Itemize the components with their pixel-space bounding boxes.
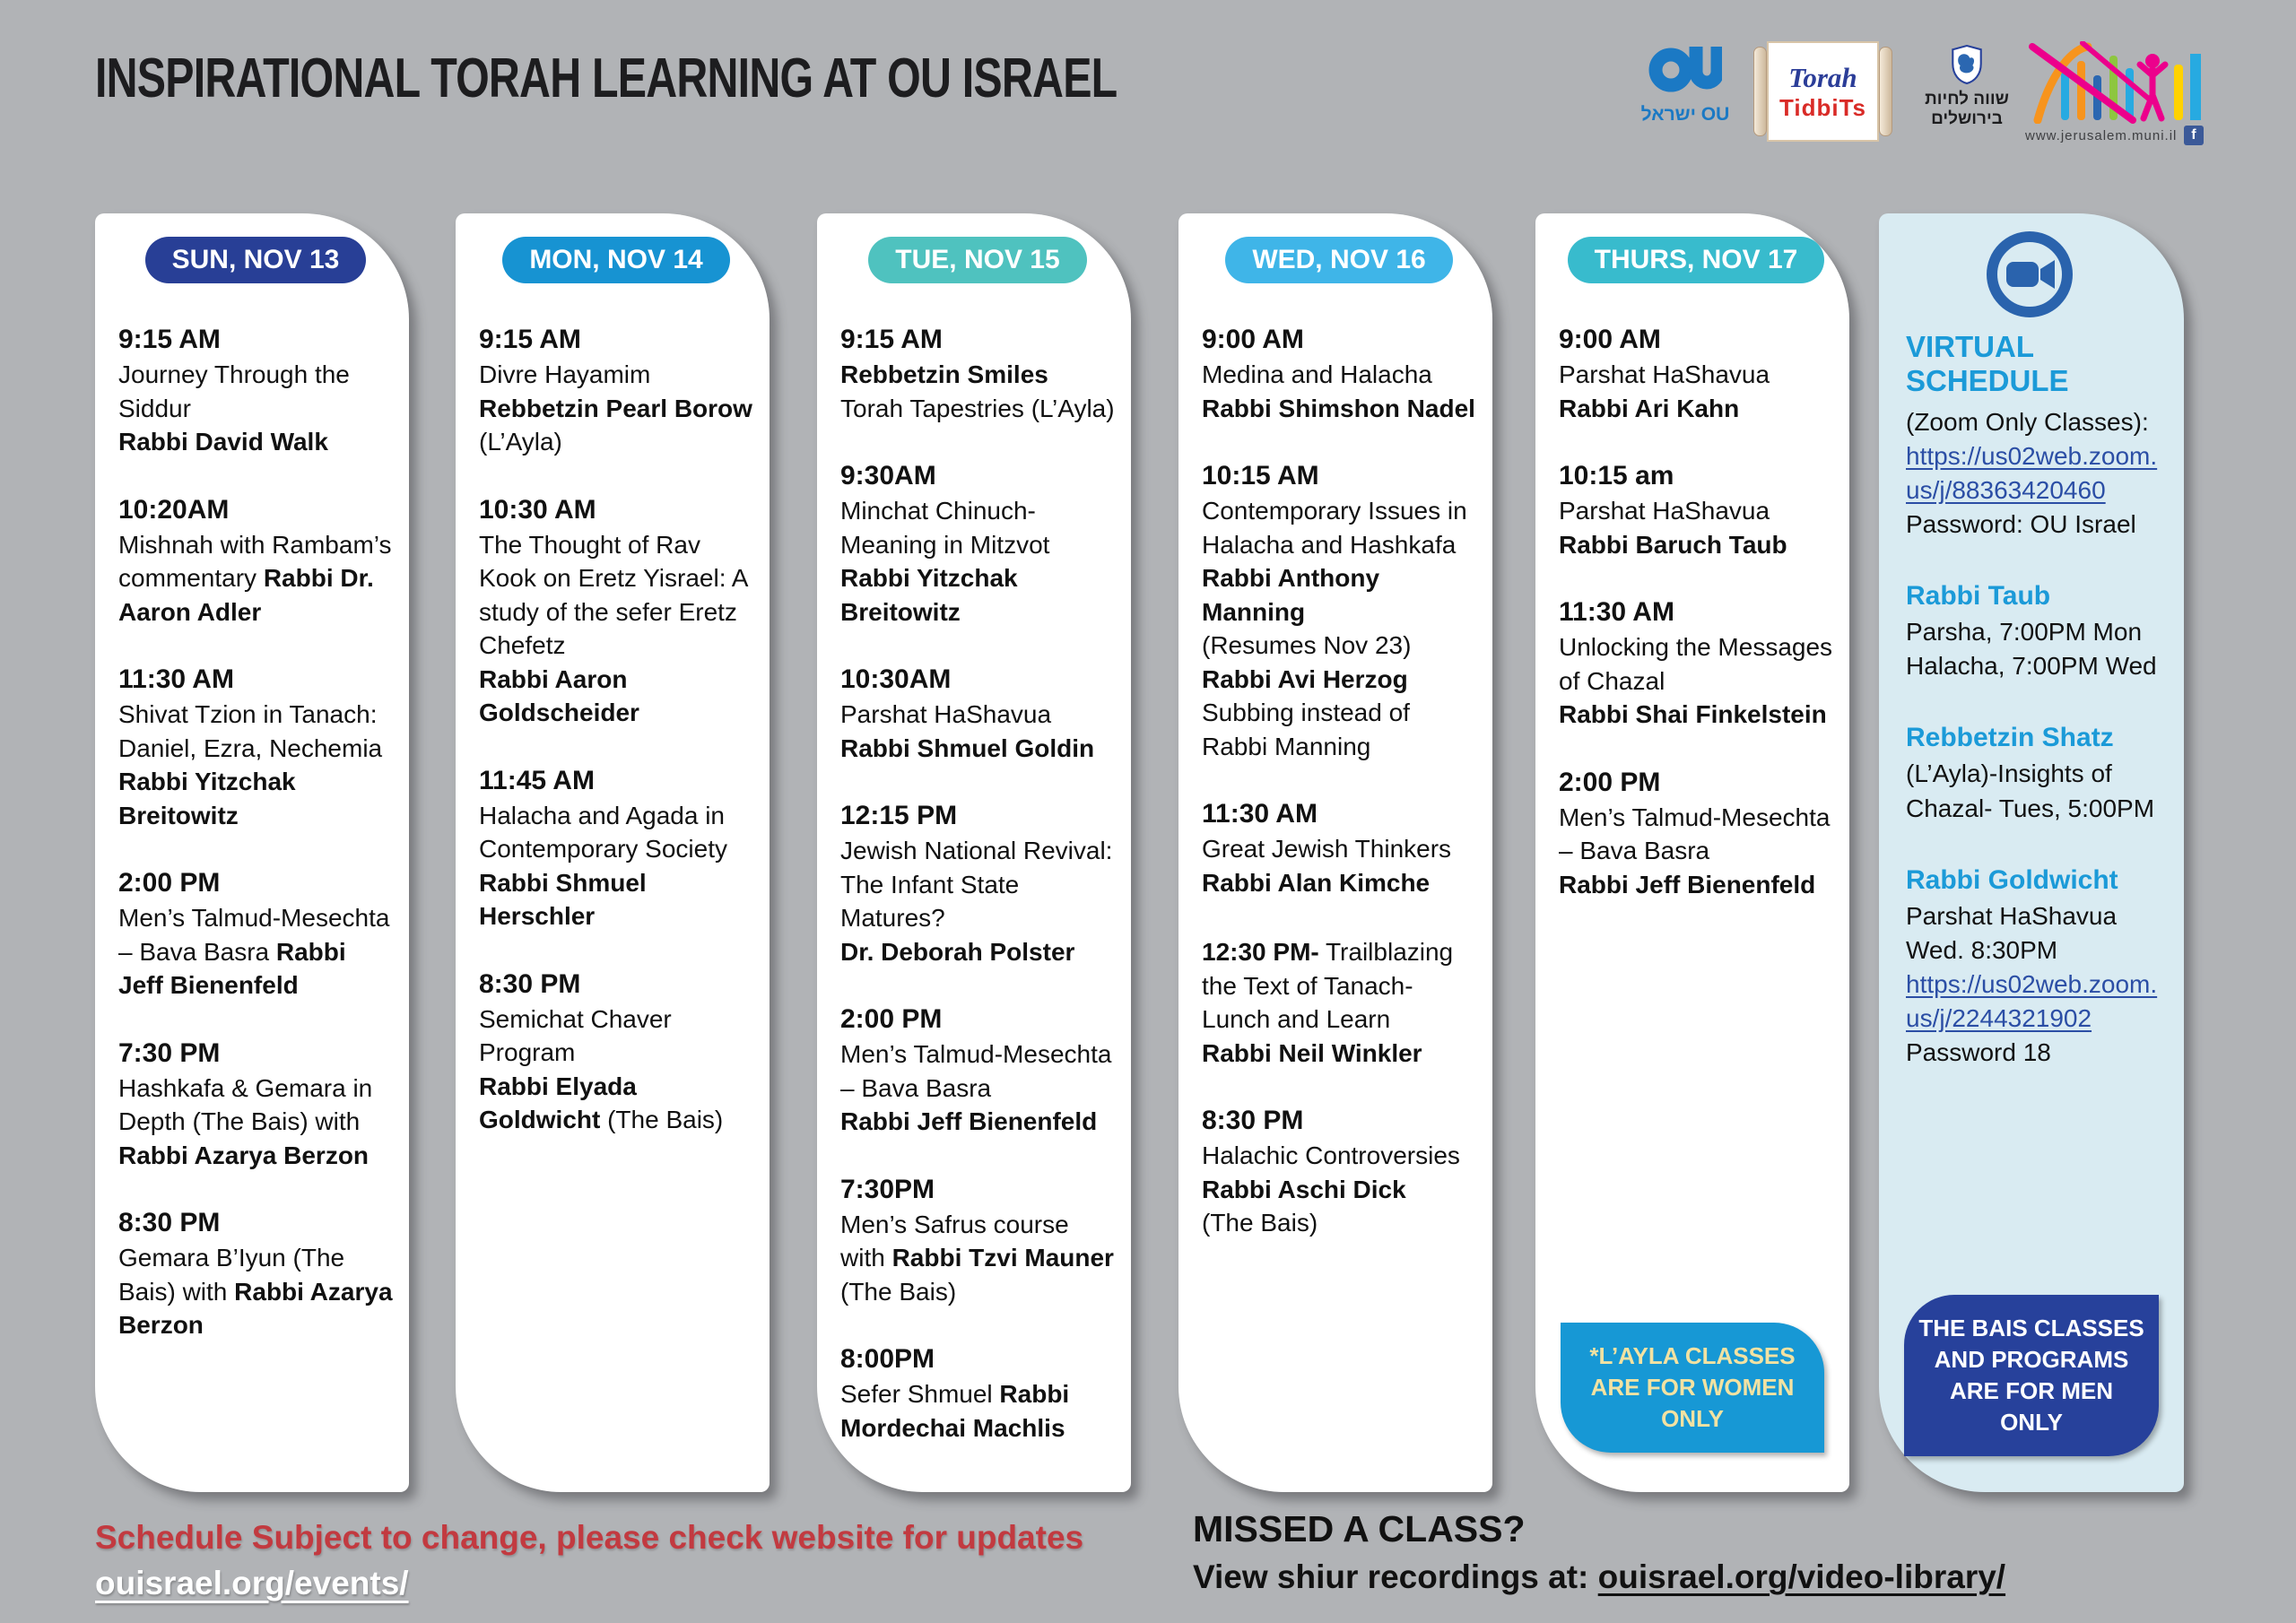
virtual-section-line: Wed. 8:30PM [1906, 935, 2058, 964]
schedule-entry [1559, 461, 1833, 561]
virtual-schedule-title: VIRTUAL SCHEDULE [1906, 330, 2069, 397]
virtual-section-name: Rebbetzin Shatz [1906, 723, 2114, 753]
day-card-3 [817, 213, 1131, 1492]
day-pill: SUN, NOV 13 [145, 237, 367, 283]
schedule-entry [118, 868, 393, 1002]
schedule-entry [1202, 799, 1476, 899]
torah-tidbits-logo [1753, 41, 1892, 142]
class-time: 12:15 PM [840, 801, 958, 831]
class-description: Minchat Chinuch-Meaning in Mitzvot Rabbi Yitzchak Breitowitz [840, 497, 1050, 626]
class-description: Jewish National Revival: The Infant State Matures? Dr. Deborah Polster [840, 837, 1113, 966]
missed-class-title: MISSED A CLASS? [1193, 1508, 1526, 1549]
zoom-link[interactable]: us/j/88363420460 [1906, 476, 2106, 505]
schedule-entry [840, 1004, 1115, 1139]
events-link[interactable]: ouisrael.org/events/ [95, 1565, 409, 1601]
schedule-entry [479, 325, 753, 459]
class-time: 9:30AM [840, 461, 936, 491]
schedule-entry [479, 766, 753, 933]
ou-israel-label: ישראל OU [1640, 104, 1730, 125]
jerusalem-emblem-block [1918, 41, 2016, 130]
class-time: 2:00 PM [118, 868, 221, 898]
virtual-section-line: Halacha, 7:00PM Wed [1906, 652, 2157, 681]
schedule-change-notice: Schedule Subject to change, please check website for updates [95, 1519, 1084, 1556]
class-time: 2:00 PM [1559, 767, 1661, 797]
class-description: Medina and Halacha Rabbi Shimshon Nadel [1202, 360, 1475, 422]
class-description: Men’s Talmud-Mesechta – Bava Basra Rabbi Jeff Bienenfeld [1559, 803, 1831, 898]
day-card-5 [1535, 213, 1849, 1492]
class-description: Gemara B’Iyun (The Bais) with Rabbi Azarya Berzon [118, 1244, 393, 1340]
zoom-link[interactable]: https://us02web.zoom. [1906, 442, 2158, 471]
schedule-entry [1559, 597, 1833, 732]
class-description: Halacha and Agada in Contemporary Society Rabbi Shmuel Herschler [479, 801, 728, 931]
day-pill: THURS, NOV 17 [1568, 237, 1825, 283]
schedule-entry [118, 1038, 393, 1173]
class-time: 11:45 AM [479, 765, 595, 795]
class-description: Divre Hayamim Rebbetzin Pearl Borow (L’Ayla) [479, 360, 752, 456]
schedule-entry [840, 461, 1115, 629]
zoom-video-icon [1985, 230, 2074, 319]
class-time: 11:30 AM [1202, 799, 1318, 829]
torah-tidbits-line2: TidbiTs [1779, 94, 1866, 121]
class-description: Rebbetzin Smiles Torah Tapestries (L’Ayla) [840, 360, 1115, 422]
zoom-link[interactable]: https://us02web.zoom. [1906, 969, 2158, 998]
scroll-roller-icon [1879, 47, 1892, 136]
class-description: Shivat Tzion in Tanach: Daniel, Ezra, Nechemia Rabbi Yitzchak Breitowitz [118, 700, 383, 829]
class-time: 10:15 AM [1202, 461, 1319, 491]
class-description: Men’s Talmud-Mesechta – Bava Basra Rabbi Jeff Bienenfeld [840, 1040, 1112, 1136]
day-pill: TUE, NOV 15 [868, 237, 1086, 283]
virtual-section [1906, 865, 2166, 1070]
zoom-password: Password: OU Israel [1906, 510, 2136, 539]
virtual-schedule-card [1879, 213, 2184, 1492]
class-description: Journey Through the Siddur Rabbi David Walk [118, 360, 350, 456]
virtual-sections [1906, 581, 2166, 1070]
day-card-1 [95, 213, 409, 1492]
schedule-entry [118, 664, 393, 832]
class-time: 10:30 AM [479, 494, 596, 525]
virtual-section-name: Rabbi Goldwicht [1906, 864, 2118, 895]
day-card-4 [1178, 213, 1492, 1492]
class-description: Parshat HaShavua Rabbi Ari Kahn [1559, 360, 1770, 422]
schedule-entry [1559, 325, 1833, 425]
schedule-entry [840, 1344, 1115, 1445]
class-time: 11:30 AM [1559, 597, 1674, 628]
virtual-subtitle: (Zoom Only Classes): [1906, 408, 2149, 436]
ou-israel-logo [1642, 41, 1728, 126]
recordings-prefix: View shiur recordings at: [1193, 1558, 1598, 1595]
schedule-entry [479, 495, 753, 730]
virtual-section-line: Password 18 [1906, 1037, 2051, 1066]
day-pill: WED, NOV 16 [1225, 237, 1452, 283]
virtual-section-line: Parshat HaShavua [1906, 901, 2118, 930]
footer-notice-block [95, 1519, 1083, 1602]
torah-tidbits-panel [1767, 41, 1879, 142]
schedule-entry [118, 325, 393, 459]
class-time: 8:30 PM [1202, 1106, 1304, 1136]
class-time: 9:15 AM [479, 325, 581, 354]
jerusalem-url-row [2025, 126, 2204, 145]
facebook-icon[interactable]: f [2184, 126, 2204, 145]
schedule-entry [118, 1208, 393, 1342]
class-description: Sefer Shmuel Rabbi Mordechai Machlis [840, 1380, 1070, 1442]
class-description: The Thought of Rav Kook on Eretz Yisrael: A study of the sefer Eretz Chefetz Rabbi Aaron Goldscheider [479, 530, 747, 727]
page-title: INSPIRATIONAL TORAH LEARNING AT OU ISRAEL [95, 48, 1118, 109]
scroll-roller-icon [1753, 47, 1767, 136]
jerusalem-figures-graphic [2025, 41, 2213, 124]
virtual-section-line: Parsha, 7:00PM Mon [1906, 618, 2143, 647]
class-time: 9:00 AM [1202, 325, 1304, 354]
class-time: 9:15 AM [840, 325, 943, 354]
schedule-entry [1202, 1106, 1476, 1240]
logo-row [1642, 41, 2213, 145]
schedule-entry [840, 325, 1115, 425]
class-time: 10:15 am [1559, 461, 1674, 491]
zoom-link[interactable]: us/j/2244321902 [1906, 1003, 2092, 1032]
schedule-entry [1202, 935, 1476, 1070]
virtual-section [1906, 723, 2166, 825]
virtual-section-line: Chazal- Tues, 5:00PM [1906, 794, 2155, 822]
virtual-section [1906, 581, 2166, 683]
schedule-entry [840, 664, 1115, 765]
virtual-section-name: Rabbi Taub [1906, 581, 2051, 612]
schedule-entry [840, 801, 1115, 968]
layla-badge: *L’AYLA CLASSES ARE FOR WOMEN ONLY [1561, 1323, 1824, 1453]
bais-badge: THE BAIS CLASSES AND PROGRAMS ARE FOR MEN ONLY [1904, 1295, 2159, 1456]
zoom-links-main [1906, 439, 2166, 508]
schedule-entry [118, 495, 393, 629]
day-pill: MON, NOV 14 [502, 237, 729, 283]
class-time: 10:20AM [118, 494, 230, 525]
ou-symbol-icon [1648, 41, 1722, 102]
class-time: 11:30 AM [118, 664, 234, 695]
jerusalem-hebrew-tagline: שווה לחיות בירושלים [1925, 90, 2009, 129]
jerusalem-shield-icon [1950, 45, 1984, 84]
class-time: 10:30AM [840, 664, 952, 695]
class-description: Parshat HaShavua Rabbi Shmuel Goldin [840, 700, 1095, 762]
class-description: Semichat Chaver Program Rabbi Elyada Goldwicht (The Bais) [479, 1004, 724, 1134]
class-description: Halachic Controversies Rabbi Aschi Dick (The Bais) [1202, 1141, 1460, 1237]
jerusalem-url[interactable]: www.jerusalem.muni.il [2025, 127, 2178, 143]
class-description: Contemporary Issues in Halacha and Hashkafa Rabbi Anthony Manning (Resumes Nov 23) Rabbi Avi Herzog Subbing instead of Rabbi Manning [1202, 497, 1467, 760]
class-time: 8:00PM [840, 1344, 935, 1375]
class-description: Men’s Safrus course with Rabbi Tzvi Mauner (The Bais) [840, 1210, 1114, 1306]
class-time: 8:30 PM [118, 1208, 221, 1238]
class-description: Great Jewish Thinkers Rabbi Alan Kimche [1202, 835, 1452, 897]
schedule-entry [1202, 325, 1476, 425]
schedule-entry [479, 969, 753, 1137]
schedule-entry [1559, 768, 1833, 902]
class-description: Hashkafa & Gemara in Depth (The Bais) with Rabbi Azarya Berzon [118, 1073, 373, 1169]
jerusalem-municipality-logo [1918, 41, 2213, 145]
class-time: 7:30PM [840, 1174, 935, 1204]
torah-tidbits-line1: Torah [1788, 62, 1857, 93]
recordings-line [1193, 1558, 2005, 1596]
jerusalem-figures-block [2025, 41, 2213, 145]
schedule-entry [840, 1175, 1115, 1309]
class-time: 8:30 PM [479, 968, 581, 999]
class-time: 9:00 AM [1559, 325, 1661, 354]
virtual-section-line: (L’Ayla)-Insights of [1906, 759, 2112, 788]
class-description: Mishnah with Rambam’s commentary Rabbi Dr. Aaron Adler [118, 530, 392, 626]
class-description: Men’s Talmud-Mesechta – Bava Basra Rabbi Jeff Bienenfeld [118, 904, 390, 1000]
missed-class-block [1193, 1508, 2005, 1596]
class-description: Parshat HaShavua Rabbi Baruch Taub [1559, 497, 1787, 559]
video-library-link[interactable]: ouisrael.org/video-library/ [1597, 1558, 2006, 1595]
class-description: Unlocking the Messages of Chazal Rabbi Shai Finkelstein [1559, 633, 1833, 729]
class-time: 2:00 PM [840, 1004, 943, 1035]
schedule-entry [1202, 461, 1476, 763]
day-card-2 [456, 213, 770, 1492]
class-time: 9:15 AM [118, 325, 221, 354]
class-time: 7:30 PM [118, 1037, 221, 1068]
class-description: 12:30 PM- Trailblazing the Text of Tanach- Lunch and Learn Rabbi Neil Winkler [1202, 938, 1454, 1067]
